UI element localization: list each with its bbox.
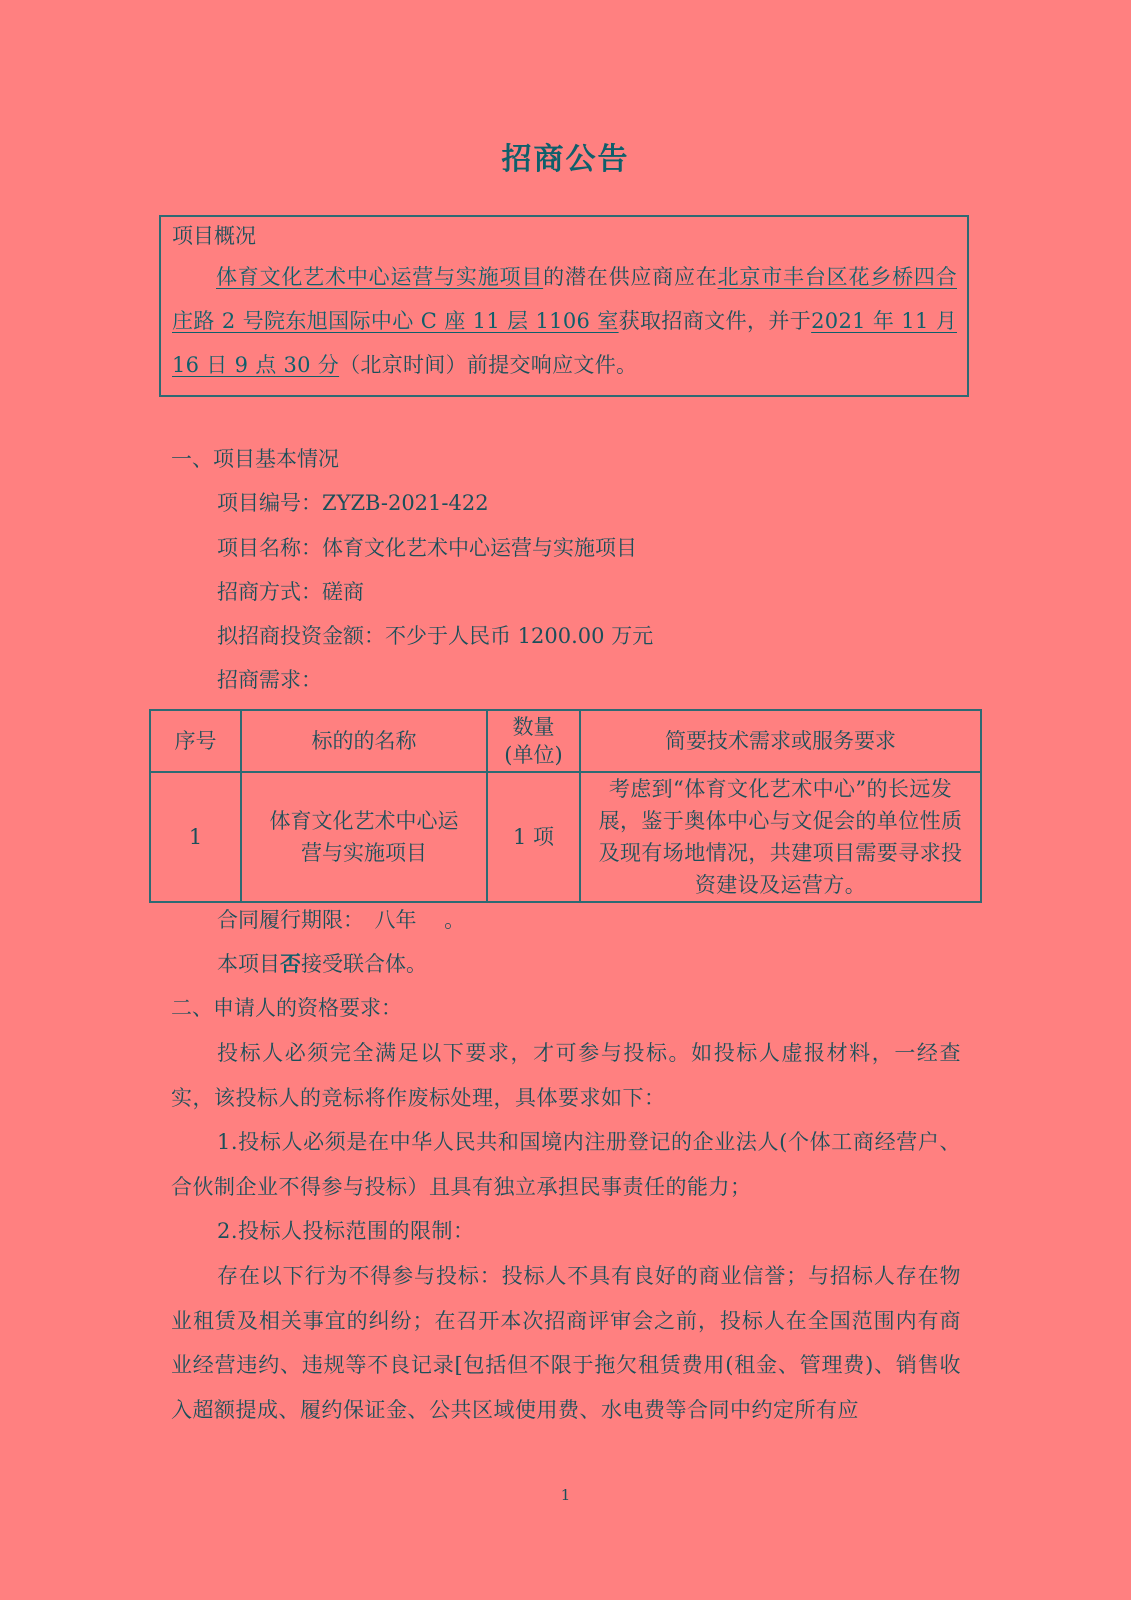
overview-text-3: （北京时间）前提交响应文件。 bbox=[339, 353, 638, 377]
header-item-name: 标的的名称 bbox=[241, 710, 487, 772]
consortium-pre: 本项目 bbox=[217, 952, 280, 976]
section1-heading: 一、项目基本情况 bbox=[171, 447, 339, 471]
project-overview-box bbox=[159, 215, 969, 397]
overview-address: 北京市丰台区花乡桥四合庄路 2 号院东旭国际中心 C 座 11 层 1106 室 bbox=[172, 265, 957, 333]
qualification-restrictions: 存在以下行为不得参与投标：投标人不具有良好的商业信誉；与招标人存在物业租赁及相关事宜的纠纷；在召开本次招商评审会之前，投标人在全国范围内有商业经营违约、违规等不良记录[包括但不限于拖欠租赁费用(租金、管理费)、销售收入超额提成、履约保证金、公共区域使用费、水电费等合同中约定所有应 bbox=[171, 1264, 961, 1422]
overview-text-1: 的潜在供应商应在 bbox=[543, 265, 718, 289]
consortium-note bbox=[217, 949, 427, 979]
demand-label: 招商需求： bbox=[217, 668, 322, 692]
requirements-table bbox=[149, 709, 982, 903]
table-row bbox=[150, 772, 981, 902]
consortium-post: 接受联合体。 bbox=[301, 952, 427, 976]
overview-text-2: 获取招商文件，并于 bbox=[618, 309, 812, 333]
cell-requirements: 考虑到“体育文化艺术中心”的长远发展，鉴于奥体中心与文促会的单位性质及现有场地情况，共建项目需要寻求投资建设及运营方。 bbox=[580, 772, 981, 902]
header-no: 序号 bbox=[150, 710, 241, 772]
section2-heading: 二、申请人的资格要求： bbox=[171, 996, 402, 1020]
contract-period: 合同履行期限： 八年 。 bbox=[217, 908, 466, 932]
project-code: 项目编号：ZYZB-2021-422 bbox=[217, 491, 489, 515]
overview-text bbox=[172, 255, 957, 387]
overview-deadline: 2021 年 11 月 16 日 9 点 30 分 bbox=[172, 309, 957, 377]
bid-method: 招商方式：磋商 bbox=[217, 580, 364, 604]
header-quantity bbox=[487, 710, 580, 772]
overview-project-name: 体育文化艺术中心运营与实施项目 bbox=[216, 265, 544, 289]
consortium-bold: 否 bbox=[280, 951, 301, 976]
cell-no: 1 bbox=[150, 772, 241, 902]
qualification-item-2: 2.投标人投标范围的限制： bbox=[217, 1219, 475, 1243]
project-name: 项目名称：体育文化艺术中心运营与实施项目 bbox=[217, 536, 637, 560]
investment-amount: 拟招商投资金额：不少于人民币 1200.00 万元 bbox=[217, 624, 654, 648]
cell-item-name: 体育文化艺术中心运营与实施项目 bbox=[241, 772, 487, 902]
cell-quantity: 1 项 bbox=[487, 772, 580, 902]
qualification-item-1: 1.投标人必须是在中华人民共和国境内注册登记的企业法人(个体工商经营户、合伙制企业不得参与投标）且具有独立承担民事责任的能力； bbox=[171, 1130, 961, 1199]
page-number: 1 bbox=[560, 1486, 571, 1504]
qualification-intro: 投标人必须完全满足以下要求，才可参与投标。如投标人虚报材料，一经查实，该投标人的竞标将作废标处理，具体要求如下： bbox=[171, 1041, 961, 1110]
header-unit-label: (单位) bbox=[504, 743, 563, 767]
header-quantity-label: 数量 bbox=[512, 715, 555, 739]
document-title: 招商公告 bbox=[501, 142, 630, 177]
table-header-row bbox=[150, 710, 981, 772]
overview-heading: 项目概况 bbox=[172, 224, 256, 248]
header-requirements: 简要技术需求或服务要求 bbox=[580, 710, 981, 772]
